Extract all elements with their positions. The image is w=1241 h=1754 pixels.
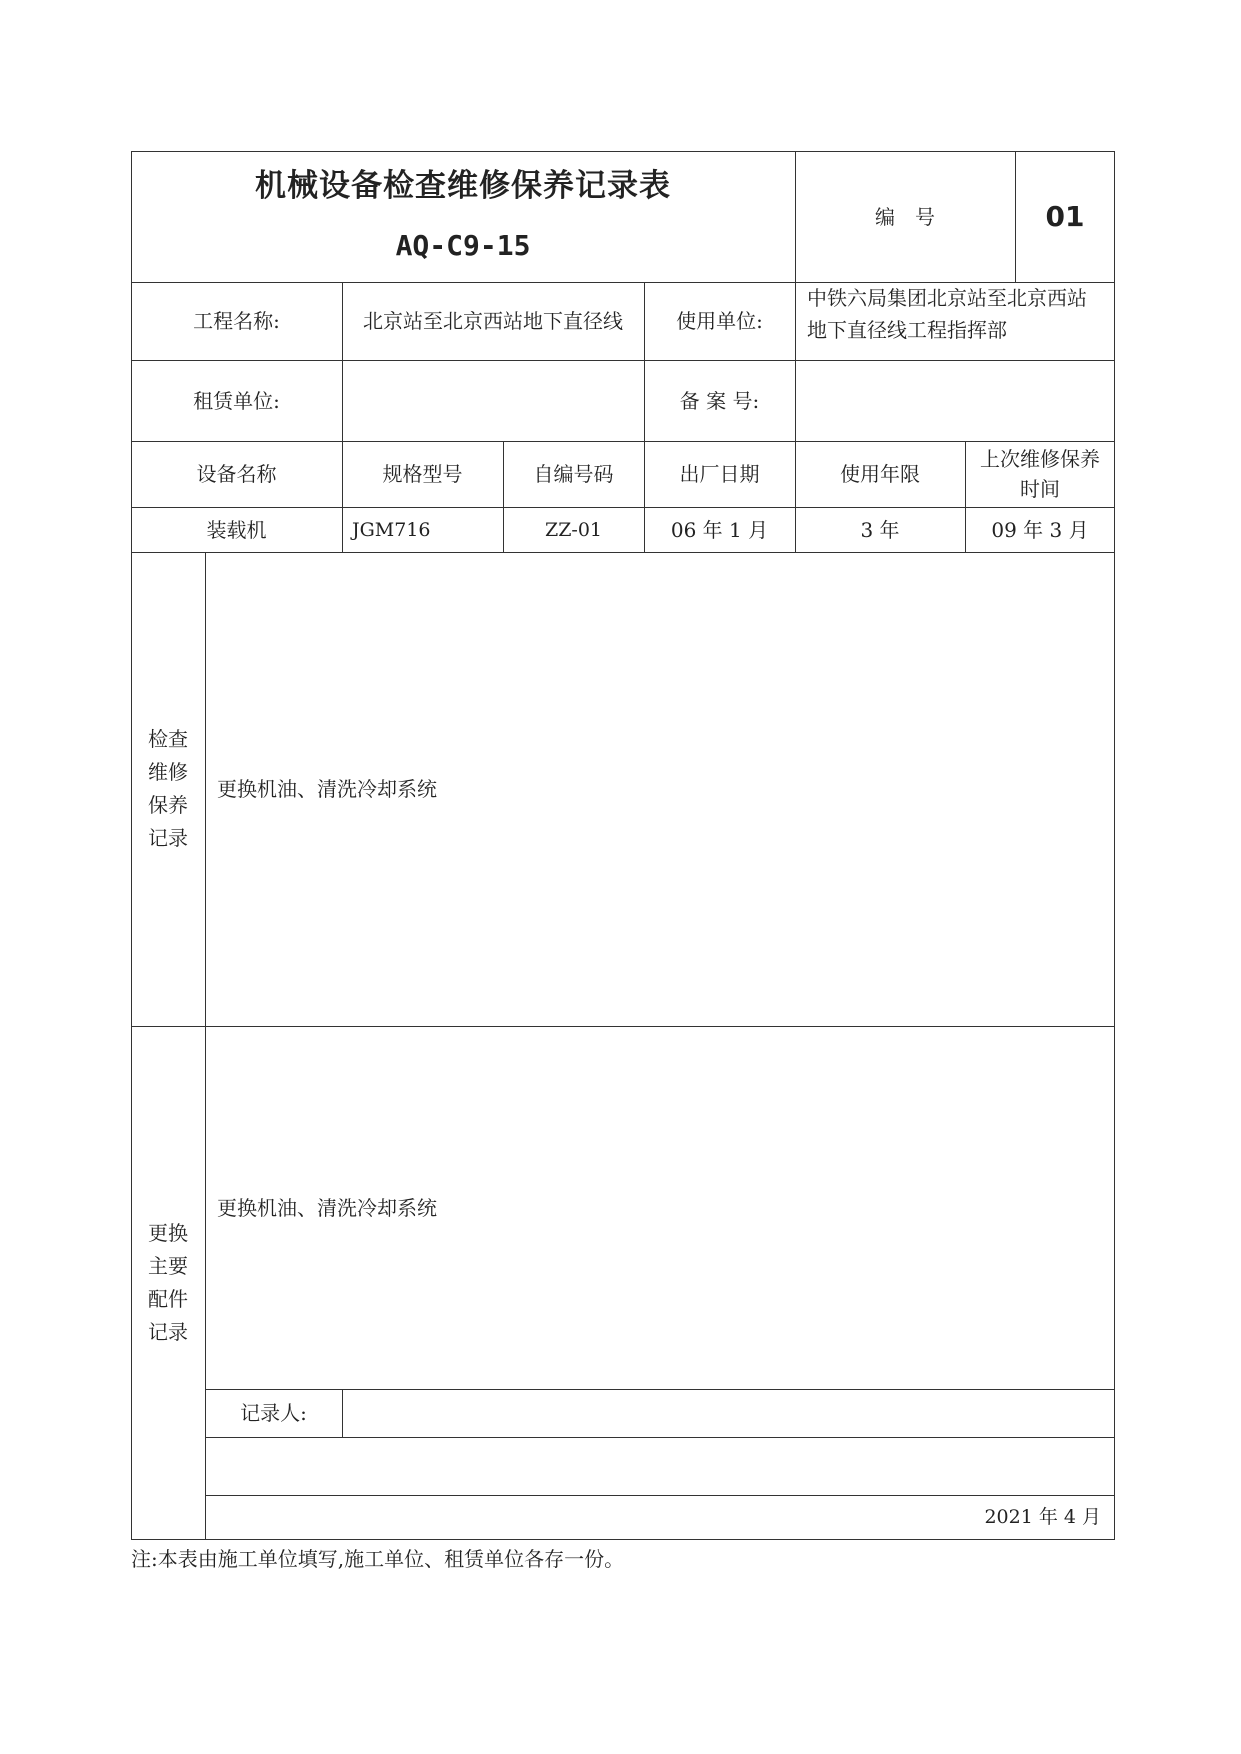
inspection-label-line: 维修	[148, 760, 188, 784]
parts-label-line: 记录	[148, 1319, 188, 1344]
equipment-factory-date: 06 年 1 月	[670, 517, 769, 542]
parts-label	[131, 1026, 205, 1539]
record-no-label: 备 案 号:	[679, 388, 760, 413]
parts-label-line: 配件	[148, 1286, 188, 1311]
parts-content: 更换机油、清洗冷却系统	[217, 1195, 437, 1220]
recorder-value	[342, 1389, 1115, 1437]
user-unit-value	[795, 282, 1115, 360]
number-value: 01	[1045, 199, 1085, 233]
header-self-no: 自编号码	[533, 462, 614, 486]
number-label: 编 号	[875, 204, 935, 229]
user-unit-label: 使用单位:	[676, 309, 763, 333]
signature-blank	[205, 1437, 1115, 1495]
equipment-service-years: 3 年	[860, 517, 900, 542]
lease-unit-value	[342, 360, 644, 441]
equipment-model: JGM716	[352, 518, 431, 541]
inspection-label-line: 检查	[148, 727, 188, 751]
header-model: 规格型号	[382, 462, 463, 486]
inspection-label	[131, 552, 205, 1026]
parts-label-line: 主要	[148, 1253, 188, 1278]
equipment-self-no: ZZ-01	[545, 518, 602, 541]
record-date: 2021 年 4 月	[984, 1506, 1101, 1528]
header-equipment-name: 设备名称	[196, 462, 277, 486]
project-name-label: 工程名称:	[193, 309, 280, 333]
parts-label-line: 更换	[148, 1220, 188, 1245]
equipment-last-maintenance: 09 年 3 月	[991, 517, 1089, 542]
project-name-value: 北京站至北京西站地下直径线	[363, 309, 623, 333]
header-service-years: 使用年限	[840, 462, 920, 486]
inspection-content: 更换机油、清洗冷却系统	[217, 777, 437, 801]
recorder-label: 记录人:	[240, 1401, 307, 1425]
inspection-label-line: 保养	[148, 793, 188, 817]
user-unit-line-1: 中铁六局集团北京站至北京西站	[807, 286, 1087, 310]
form-title: 机械设备检查维修保养记录表	[255, 168, 671, 204]
record-no-value	[795, 360, 1115, 441]
maintenance-record-form	[131, 151, 1115, 1540]
header-last-maintenance	[965, 441, 1115, 507]
header-factory-date: 出厂日期	[679, 462, 760, 486]
lease-unit-label: 租赁单位:	[193, 388, 280, 413]
footnote: 注:本表由施工单位填写,施工单位、租赁单位各存一份。	[131, 1547, 625, 1571]
equipment-name: 装载机	[206, 517, 267, 542]
header-last-maintenance-line-2: 时间	[1020, 477, 1060, 501]
inspection-label-line: 记录	[148, 826, 188, 850]
form-code: AQ-C9-15	[395, 229, 531, 262]
user-unit-line-2: 地下直径线工程指挥部	[807, 318, 1007, 342]
border-bottom	[131, 1539, 1115, 1540]
header-last-maintenance-line-1: 上次维修保养	[980, 447, 1100, 471]
